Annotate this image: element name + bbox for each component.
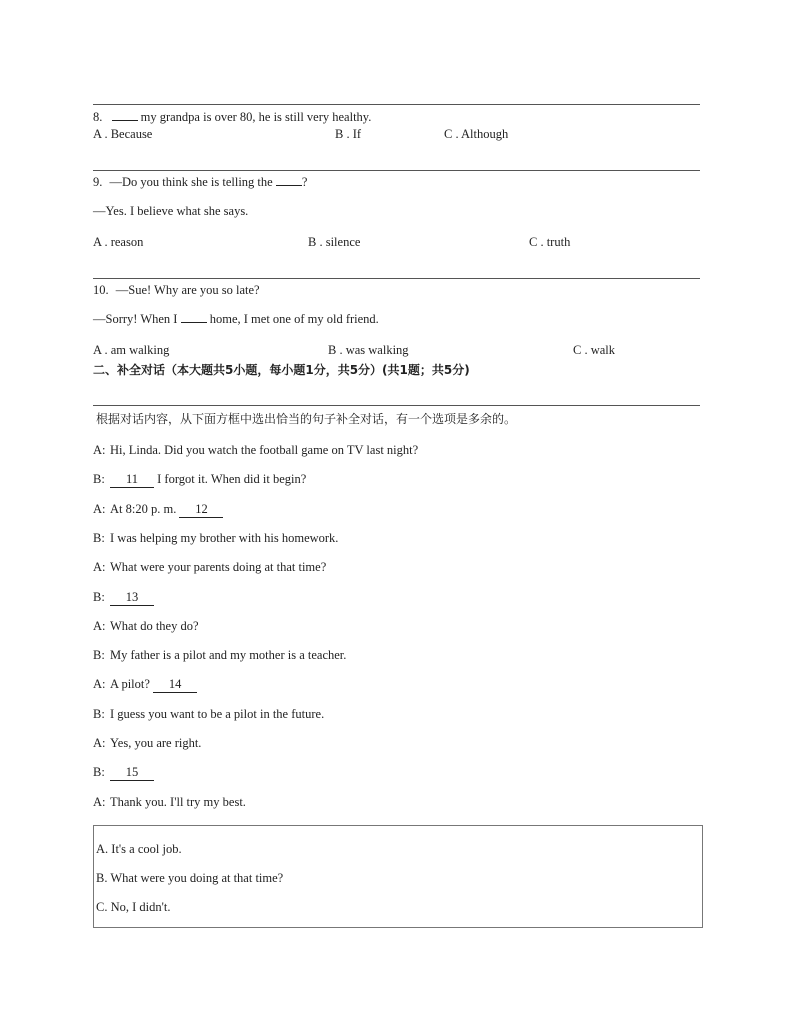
option-c[interactable]: C . walk — [573, 343, 616, 357]
dialogue-text: Hi, Linda. Did you watch the football game on TV last night? — [110, 443, 419, 457]
dialogue-line — [93, 648, 346, 663]
speaker-label: B: — [93, 648, 105, 663]
section-heading: 二、补全对话（本大题共5小题，每小题1分，共5分）(共1题；共5分) — [93, 363, 470, 377]
speaker-label: A: — [93, 560, 106, 575]
dialogue-line — [93, 590, 154, 606]
question-text: —Sue! Why are you so late? — [115, 283, 260, 297]
question-10-stem — [93, 283, 260, 298]
divider-section2 — [93, 405, 700, 406]
option-a[interactable]: A . reason — [93, 235, 144, 249]
reply-text: —Sorry! When I — [93, 312, 181, 326]
dialogue-line — [93, 560, 326, 575]
section-instruction: 根据对话内容，从下面方框中选出恰当的句子补全对话，有一个选项是多余的。 — [96, 412, 517, 426]
speaker-label: A: — [93, 443, 106, 457]
question-8-stem — [93, 110, 371, 125]
option-b[interactable]: B . silence — [308, 235, 361, 249]
answer-blank[interactable]: 12 — [179, 502, 223, 518]
option-c[interactable]: C . truth — [529, 235, 571, 249]
answer-blank[interactable]: 13 — [110, 590, 154, 606]
question-text: —Do you think she is telling the — [109, 175, 276, 189]
dialogue-line — [93, 707, 324, 722]
option-b[interactable]: B . was walking — [328, 343, 409, 357]
question-10-reply — [93, 312, 379, 327]
dialogue-line — [93, 472, 306, 488]
dialogue-text: What do they do? — [110, 618, 199, 633]
speaker-label: B: — [93, 706, 105, 721]
box-option-a[interactable]: A. It's a cool job. — [96, 842, 182, 856]
answer-blank[interactable] — [276, 185, 302, 186]
question-number: 9. — [93, 175, 103, 189]
dialogue-text: My father is a pilot and my mother is a teacher. — [110, 648, 347, 663]
dialogue-text: I was helping my brother with his homework. — [110, 530, 339, 545]
box-option-b[interactable]: B. What were you doing at that time? — [96, 871, 284, 885]
divider-q10 — [93, 278, 700, 279]
question-number: 8. — [93, 110, 103, 124]
dialogue-line — [93, 531, 338, 546]
dialogue-line — [93, 443, 418, 458]
dialogue-line — [93, 795, 246, 810]
dialogue-line — [93, 765, 154, 781]
option-a[interactable]: A . Because — [93, 127, 153, 141]
answer-blank[interactable]: 11 — [110, 472, 154, 488]
dialogue-text-end: I forgot it. When did it begin? — [154, 472, 307, 487]
question-9-reply: —Yes. I believe what she says. — [93, 204, 249, 218]
answer-blank[interactable]: 15 — [110, 765, 154, 781]
dialogue-text: A pilot? — [110, 677, 154, 692]
dialogue-text: Yes, you are right. — [110, 736, 202, 750]
dialogue-text: I guess you want to be a pilot in the future. — [110, 706, 325, 721]
option-a[interactable]: A . am walking — [93, 343, 170, 357]
question-9-stem — [93, 175, 307, 190]
question-text: my grandpa is over 80, he is still very healthy. — [137, 110, 372, 124]
dialogue-line — [93, 619, 199, 634]
options-box — [93, 825, 703, 928]
divider-q9 — [93, 170, 700, 171]
answer-blank[interactable] — [112, 120, 138, 121]
dialogue-text: What were your parents doing at that time? — [110, 560, 327, 575]
dialogue-line — [93, 502, 223, 518]
question-text-end: ? — [301, 175, 308, 189]
speaker-label: B: — [93, 589, 105, 604]
speaker-label: A: — [93, 618, 106, 633]
speaker-label: A: — [93, 794, 106, 809]
speaker-label: A: — [93, 736, 106, 750]
box-option-c[interactable]: C. No, I didn't. — [96, 900, 171, 914]
dialogue-text: Thank you. I'll try my best. — [110, 794, 246, 809]
speaker-label: A: — [93, 501, 106, 516]
answer-blank[interactable] — [181, 322, 207, 323]
divider-q8 — [93, 104, 700, 105]
option-c[interactable]: C . Although — [444, 127, 509, 141]
speaker-label: B: — [93, 530, 105, 545]
dialogue-line — [93, 736, 201, 751]
dialogue-text: At 8:20 p. m. — [110, 501, 180, 516]
speaker-label: B: — [93, 472, 105, 487]
question-number: 10. — [93, 283, 109, 297]
reply-text-end: home, I met one of my old friend. — [206, 312, 379, 326]
option-b[interactable]: B . If — [335, 127, 362, 141]
answer-blank[interactable]: 14 — [153, 677, 197, 693]
speaker-label: B: — [93, 765, 105, 780]
speaker-label: A: — [93, 677, 106, 692]
dialogue-line — [93, 677, 197, 693]
